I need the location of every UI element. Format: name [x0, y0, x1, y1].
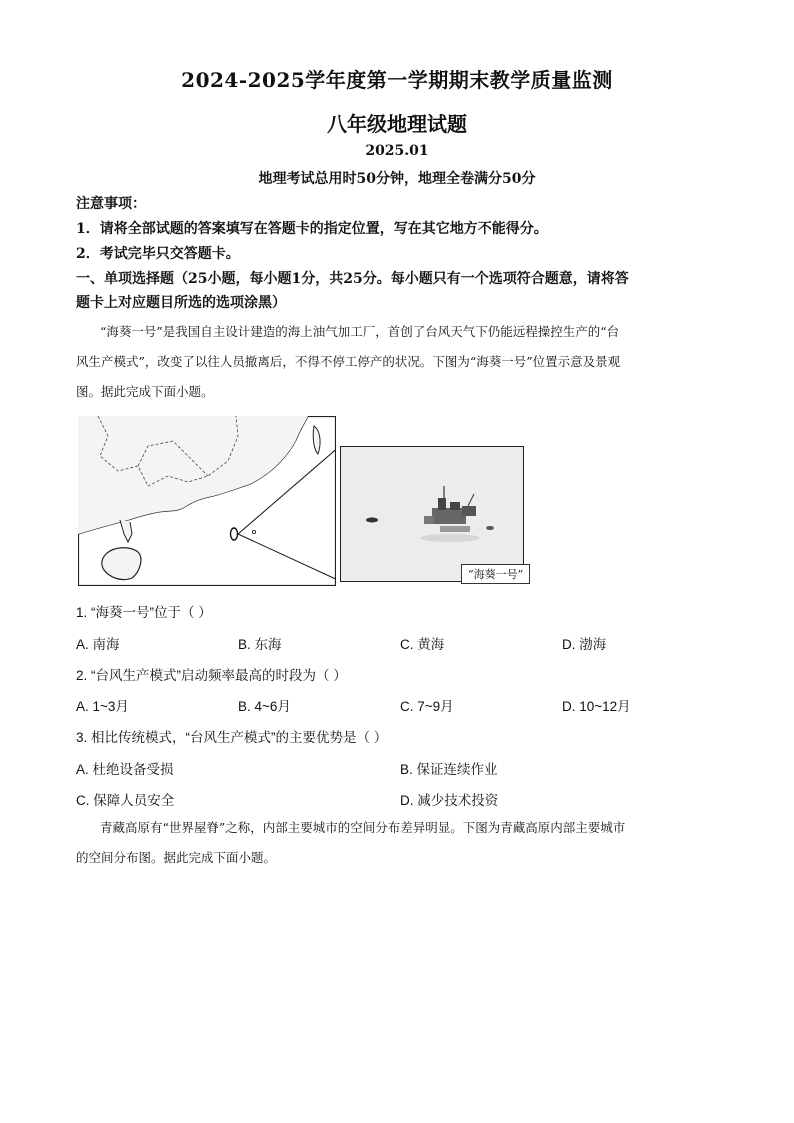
passage1-line3: 图。据此完成下面小题。: [76, 384, 214, 399]
q2-option-b[interactable]: B. 4~6月: [238, 699, 291, 714]
exam-info: 地理考试总用时50分钟，地理全卷满分50分: [258, 171, 536, 187]
exam-date: 2025.01: [365, 143, 429, 159]
question-2-stem: 2. “台风生产模式”启动频率最高的时段为（ ）: [76, 668, 347, 683]
platform-photo: [340, 446, 524, 582]
passage1-line2: 风生产模式”，改变了以往人员撤离后，不得不停工停产的状况。下图为“海葵一号”位置示意及景观: [76, 354, 621, 369]
q3-option-a[interactable]: A. 杜绝设备受损: [76, 762, 174, 777]
q2-option-d[interactable]: D. 10~12月: [562, 699, 631, 714]
question-3-stem: 3. 相比传统模式，“台风生产模式”的主要优势是（ ）: [76, 730, 388, 745]
notice-heading: 注意事项：: [76, 196, 146, 212]
q1-option-d[interactable]: D. 渤海: [562, 637, 607, 652]
q1-option-a[interactable]: A. 南海: [76, 637, 120, 652]
q1-option-b[interactable]: B. 东海: [238, 637, 282, 652]
notice-item-1: 1．请将全部试题的答案填写在答题卡的指定位置，写在其它地方不能得分。: [76, 221, 548, 237]
exam-subtitle: 八年级地理试题: [327, 112, 467, 136]
q3-option-d[interactable]: D. 减少技术投资: [400, 793, 499, 808]
passage1-line1: “海葵一号”是我国自主设计建造的海上油气加工厂，首创了台风天气下仍能远程操控生产的“台: [100, 324, 620, 339]
q3-option-b[interactable]: B. 保证连续作业: [400, 762, 498, 777]
question-1-stem: 1. “海葵一号”位于（ ）: [76, 605, 212, 620]
passage2-line2: 的空间分布图。据此完成下面小题。: [76, 850, 277, 865]
q2-option-c[interactable]: C. 7~9月: [400, 699, 454, 714]
notice-item-2: 2．考试完毕只交答题卡。: [76, 246, 240, 262]
section1-line1: 一、单项选择题（25小题，每小题1分，共25分。每小题只有一个选项符合题意，请将答: [76, 271, 629, 287]
passage2-line1: 青藏高原有“世界屋脊”之称，内部主要城市的空间分布差异明显。下图为青藏高原内部主要城市: [100, 820, 626, 835]
q3-option-c[interactable]: C. 保障人员安全: [76, 793, 175, 808]
section1-line2: 题卡上对应题目所选的选项涂黑）: [76, 295, 286, 311]
q1-option-c[interactable]: C. 黄海: [400, 637, 445, 652]
location-map: [78, 416, 336, 586]
q2-option-a[interactable]: A. 1~3月: [76, 699, 129, 714]
figure-caption: “海葵一号”: [461, 564, 530, 584]
exam-title: 2024-2025学年度第一学期期末教学质量监测: [181, 68, 613, 92]
